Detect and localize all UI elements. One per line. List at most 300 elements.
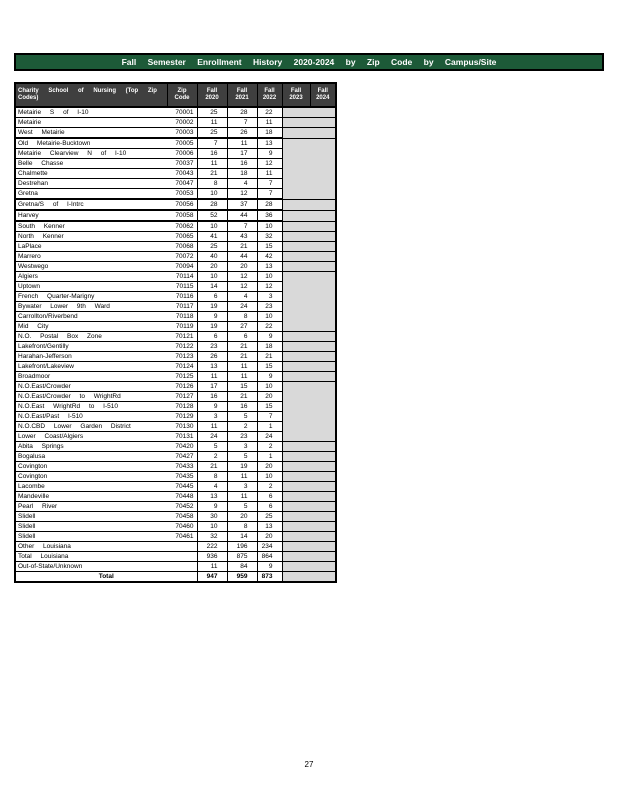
enrollment-value: 16 bbox=[227, 159, 257, 169]
zip-code: 70005 bbox=[167, 138, 197, 149]
enrollment-value: 12 bbox=[257, 159, 282, 169]
empty-future-cell bbox=[282, 159, 336, 169]
enrollment-value: 18 bbox=[257, 128, 282, 139]
enrollment-value: 5 bbox=[227, 452, 257, 462]
empty-future-cell bbox=[282, 189, 336, 200]
column-header-fall-2020: Fall 2020 bbox=[197, 83, 227, 107]
enrollment-value: 25 bbox=[197, 128, 227, 139]
area-label: Other Louisiana bbox=[15, 542, 167, 552]
enrollment-value: 7 bbox=[257, 189, 282, 200]
enrollment-value: 11 bbox=[197, 159, 227, 169]
empty-future-cell bbox=[282, 322, 336, 332]
enrollment-value: 10 bbox=[197, 189, 227, 200]
enrollment-value: 22 bbox=[257, 322, 282, 332]
area-label: Slidell bbox=[15, 532, 167, 542]
enrollment-value: 28 bbox=[227, 107, 257, 118]
enrollment-table bbox=[14, 82, 337, 583]
area-label: Metairie Clearview N of I-10 bbox=[15, 149, 167, 159]
area-label: Broadmoor bbox=[15, 372, 167, 382]
table-row bbox=[15, 372, 336, 382]
zip-code: 70116 bbox=[167, 292, 197, 302]
area-label: Pearl River bbox=[15, 502, 167, 512]
enrollment-value: 52 bbox=[197, 210, 227, 221]
table-row bbox=[15, 402, 336, 412]
enrollment-value: 4 bbox=[227, 179, 257, 189]
enrollment-value: 864 bbox=[257, 552, 282, 562]
area-label: Gretna/S of I-Intrc bbox=[15, 199, 167, 210]
enrollment-value: 11 bbox=[197, 372, 227, 382]
enrollment-value: 20 bbox=[197, 262, 227, 272]
enrollment-value: 8 bbox=[197, 179, 227, 189]
area-label: Covington bbox=[15, 462, 167, 472]
enrollment-value: 25 bbox=[257, 512, 282, 522]
enrollment-value: 5 bbox=[197, 442, 227, 452]
enrollment-value: 9 bbox=[197, 502, 227, 512]
enrollment-value: 7 bbox=[257, 412, 282, 422]
table-header bbox=[15, 83, 336, 107]
area-label: North Kenner bbox=[15, 232, 167, 242]
column-header-fall-2024: Fall 2024 bbox=[310, 83, 336, 107]
area-label: N.O. Postal Box Zone bbox=[15, 332, 167, 342]
enrollment-value: 22 bbox=[257, 107, 282, 118]
enrollment-value: 19 bbox=[227, 462, 257, 472]
table-row bbox=[15, 138, 336, 149]
zip-code: 70072 bbox=[167, 252, 197, 262]
enrollment-value: 44 bbox=[227, 210, 257, 221]
empty-future-cell bbox=[282, 552, 336, 562]
area-label: Metairie S of I-10 bbox=[15, 107, 167, 118]
area-label: Slidell bbox=[15, 522, 167, 532]
empty-future-cell bbox=[282, 179, 336, 189]
zip-code: 70094 bbox=[167, 262, 197, 272]
enrollment-value: 10 bbox=[197, 522, 227, 532]
table-row bbox=[15, 262, 336, 272]
enrollment-value: 26 bbox=[227, 128, 257, 139]
enrollment-value: 1 bbox=[257, 452, 282, 462]
empty-future-cell bbox=[282, 149, 336, 159]
enrollment-value: 8 bbox=[197, 472, 227, 482]
empty-future-cell bbox=[282, 107, 336, 118]
enrollment-value: 25 bbox=[197, 107, 227, 118]
enrollment-value: 84 bbox=[227, 562, 257, 572]
area-label: Bogalusa bbox=[15, 452, 167, 462]
enrollment-value: 16 bbox=[227, 402, 257, 412]
enrollment-value: 10 bbox=[197, 221, 227, 232]
enrollment-value: 196 bbox=[227, 542, 257, 552]
enrollment-value: 3 bbox=[227, 482, 257, 492]
enrollment-value: 23 bbox=[227, 432, 257, 442]
table-row bbox=[15, 472, 336, 482]
enrollment-value: 2 bbox=[227, 422, 257, 432]
table-row bbox=[15, 422, 336, 432]
table-row bbox=[15, 159, 336, 169]
enrollment-value: 18 bbox=[257, 342, 282, 352]
summary-row bbox=[15, 572, 336, 583]
enrollment-value: 2 bbox=[197, 452, 227, 462]
empty-future-cell bbox=[282, 502, 336, 512]
empty-future-cell bbox=[282, 312, 336, 322]
enrollment-value: 13 bbox=[257, 522, 282, 532]
zip-code: 70125 bbox=[167, 372, 197, 382]
enrollment-value: 9 bbox=[257, 372, 282, 382]
column-header-fall-2023: Fall 2023 bbox=[282, 83, 310, 107]
enrollment-value: 873 bbox=[257, 572, 282, 583]
enrollment-value: 21 bbox=[227, 342, 257, 352]
zip-code: 70002 bbox=[167, 118, 197, 128]
zip-code: 70114 bbox=[167, 272, 197, 282]
empty-future-cell bbox=[282, 282, 336, 292]
enrollment-value: 10 bbox=[257, 382, 282, 392]
table-row bbox=[15, 242, 336, 252]
zip-code bbox=[167, 542, 197, 552]
zip-code: 70128 bbox=[167, 402, 197, 412]
table-row bbox=[15, 432, 336, 442]
zip-code: 70058 bbox=[167, 210, 197, 221]
column-header-zip bbox=[167, 83, 197, 107]
empty-future-cell bbox=[282, 252, 336, 262]
page-number: 27 bbox=[304, 760, 314, 769]
table-row bbox=[15, 272, 336, 282]
zip-code: 70433 bbox=[167, 462, 197, 472]
area-label: N.O.East/Past I-510 bbox=[15, 412, 167, 422]
enrollment-value: 16 bbox=[197, 149, 227, 159]
table-row bbox=[15, 452, 336, 462]
zip-code: 70117 bbox=[167, 302, 197, 312]
zip-code: 70124 bbox=[167, 362, 197, 372]
table-row bbox=[15, 322, 336, 332]
enrollment-value: 6 bbox=[257, 502, 282, 512]
zip-code: 70119 bbox=[167, 322, 197, 332]
summary-row bbox=[15, 562, 336, 572]
area-label: Uptown bbox=[15, 282, 167, 292]
table-row bbox=[15, 352, 336, 362]
empty-future-cell bbox=[282, 472, 336, 482]
zip-code: 70445 bbox=[167, 482, 197, 492]
area-label: N.O.East/Crowder to WrightRd bbox=[15, 392, 167, 402]
enrollment-value: 11 bbox=[227, 472, 257, 482]
enrollment-value: 936 bbox=[197, 552, 227, 562]
enrollment-value: 17 bbox=[227, 149, 257, 159]
enrollment-value: 12 bbox=[227, 272, 257, 282]
enrollment-value: 10 bbox=[197, 272, 227, 282]
zip-code bbox=[167, 552, 197, 562]
enrollment-value: 20 bbox=[257, 532, 282, 542]
enrollment-value: 959 bbox=[227, 572, 257, 583]
empty-future-cell bbox=[282, 452, 336, 462]
total-label: Total bbox=[15, 572, 197, 583]
enrollment-value: 9 bbox=[197, 402, 227, 412]
zip-code: 70452 bbox=[167, 502, 197, 512]
zip-code: 70420 bbox=[167, 442, 197, 452]
zip-code: 70001 bbox=[167, 107, 197, 118]
zip-code: 70461 bbox=[167, 532, 197, 542]
zip-code: 70121 bbox=[167, 332, 197, 342]
table-row bbox=[15, 252, 336, 262]
enrollment-value: 25 bbox=[197, 242, 227, 252]
empty-future-cell bbox=[282, 372, 336, 382]
summary-row bbox=[15, 552, 336, 562]
enrollment-value: 37 bbox=[227, 199, 257, 210]
enrollment-value: 9 bbox=[257, 562, 282, 572]
empty-future-cell bbox=[282, 292, 336, 302]
enrollment-value: 21 bbox=[197, 462, 227, 472]
table-row bbox=[15, 118, 336, 128]
table-row bbox=[15, 292, 336, 302]
empty-future-cell bbox=[282, 128, 336, 139]
table-row bbox=[15, 107, 336, 118]
enrollment-value: 13 bbox=[197, 492, 227, 502]
enrollment-value: 14 bbox=[227, 532, 257, 542]
enrollment-value: 21 bbox=[227, 242, 257, 252]
zip-code: 70129 bbox=[167, 412, 197, 422]
zip-code: 70118 bbox=[167, 312, 197, 322]
enrollment-value: 2 bbox=[257, 442, 282, 452]
zip-code: 70460 bbox=[167, 522, 197, 532]
empty-future-cell bbox=[282, 572, 336, 583]
table-row bbox=[15, 189, 336, 200]
zip-code: 70065 bbox=[167, 232, 197, 242]
zip-code: 70003 bbox=[167, 128, 197, 139]
enrollment-value: 7 bbox=[227, 118, 257, 128]
enrollment-value: 9 bbox=[197, 312, 227, 322]
table-row bbox=[15, 332, 336, 342]
enrollment-value: 11 bbox=[227, 362, 257, 372]
empty-future-cell bbox=[282, 362, 336, 372]
enrollment-value: 27 bbox=[227, 322, 257, 332]
zip-code: 70037 bbox=[167, 159, 197, 169]
area-label: Marrero bbox=[15, 252, 167, 262]
enrollment-value: 40 bbox=[197, 252, 227, 262]
table-body bbox=[15, 107, 336, 582]
table-row bbox=[15, 392, 336, 402]
empty-future-cell bbox=[282, 138, 336, 149]
enrollment-value: 20 bbox=[227, 512, 257, 522]
enrollment-value: 10 bbox=[257, 272, 282, 282]
enrollment-value: 42 bbox=[257, 252, 282, 262]
enrollment-value: 12 bbox=[227, 189, 257, 200]
empty-future-cell bbox=[282, 210, 336, 221]
enrollment-value: 12 bbox=[257, 282, 282, 292]
enrollment-value: 32 bbox=[197, 532, 227, 542]
enrollment-value: 21 bbox=[197, 169, 227, 179]
table-row bbox=[15, 312, 336, 322]
enrollment-value: 4 bbox=[227, 292, 257, 302]
empty-future-cell bbox=[282, 242, 336, 252]
enrollment-value: 13 bbox=[257, 138, 282, 149]
enrollment-value: 222 bbox=[197, 542, 227, 552]
empty-future-cell bbox=[282, 542, 336, 552]
enrollment-value: 11 bbox=[227, 138, 257, 149]
enrollment-value: 4 bbox=[197, 482, 227, 492]
enrollment-value: 11 bbox=[227, 372, 257, 382]
table-row bbox=[15, 128, 336, 139]
zip-code: 70427 bbox=[167, 452, 197, 462]
zip-code: 70435 bbox=[167, 472, 197, 482]
empty-future-cell bbox=[282, 332, 336, 342]
enrollment-value: 24 bbox=[197, 432, 227, 442]
enrollment-value: 16 bbox=[197, 392, 227, 402]
area-label: N.O.East WrightRd to I-510 bbox=[15, 402, 167, 412]
zip-code: 70006 bbox=[167, 149, 197, 159]
enrollment-value: 8 bbox=[227, 522, 257, 532]
area-label: Slidell bbox=[15, 512, 167, 522]
zip-header-line2: Code bbox=[174, 95, 190, 101]
enrollment-value: 43 bbox=[227, 232, 257, 242]
enrollment-value: 32 bbox=[257, 232, 282, 242]
zip-code: 70115 bbox=[167, 282, 197, 292]
enrollment-value: 24 bbox=[227, 302, 257, 312]
zip-code: 70131 bbox=[167, 432, 197, 442]
enrollment-value: 19 bbox=[197, 322, 227, 332]
area-label: Carrollton/Riverbend bbox=[15, 312, 167, 322]
enrollment-value: 9 bbox=[257, 149, 282, 159]
enrollment-value: 6 bbox=[197, 292, 227, 302]
area-label: Lacombe bbox=[15, 482, 167, 492]
enrollment-value: 21 bbox=[227, 352, 257, 362]
zip-code: 70122 bbox=[167, 342, 197, 352]
empty-future-cell bbox=[282, 352, 336, 362]
zip-code: 70448 bbox=[167, 492, 197, 502]
report-title: Fall Semester Enrollment History 2020-2024 by Zip Code by Campus/Site bbox=[121, 57, 497, 67]
zip-header-line1: Zip bbox=[177, 88, 187, 94]
area-label: Destrehan bbox=[15, 179, 167, 189]
enrollment-value: 28 bbox=[197, 199, 227, 210]
area-label: Chalmette bbox=[15, 169, 167, 179]
enrollment-value: 875 bbox=[227, 552, 257, 562]
empty-future-cell bbox=[282, 432, 336, 442]
area-label: Metairie bbox=[15, 118, 167, 128]
enrollment-value: 11 bbox=[227, 492, 257, 502]
enrollment-value: 3 bbox=[257, 292, 282, 302]
enrollment-value: 15 bbox=[257, 242, 282, 252]
enrollment-value: 24 bbox=[257, 432, 282, 442]
zip-code: 70126 bbox=[167, 382, 197, 392]
empty-future-cell bbox=[282, 492, 336, 502]
enrollment-value: 23 bbox=[197, 342, 227, 352]
table-row bbox=[15, 169, 336, 179]
enrollment-value: 13 bbox=[197, 362, 227, 372]
enrollment-value: 947 bbox=[197, 572, 227, 583]
empty-future-cell bbox=[282, 118, 336, 128]
table-row bbox=[15, 442, 336, 452]
enrollment-value: 6 bbox=[227, 332, 257, 342]
area-label: Abita Springs bbox=[15, 442, 167, 452]
zip-code: 70130 bbox=[167, 422, 197, 432]
area-label: Old Metairie-Bucktown bbox=[15, 138, 167, 149]
empty-future-cell bbox=[282, 392, 336, 402]
table-row bbox=[15, 522, 336, 532]
enrollment-value: 17 bbox=[197, 382, 227, 392]
zip-code: 70043 bbox=[167, 169, 197, 179]
enrollment-value: 10 bbox=[257, 221, 282, 232]
table-row bbox=[15, 179, 336, 189]
table-row bbox=[15, 210, 336, 221]
zip-code: 70053 bbox=[167, 189, 197, 200]
enrollment-value: 11 bbox=[197, 422, 227, 432]
header-row bbox=[15, 83, 336, 107]
area-label: N.O.East/Crowder bbox=[15, 382, 167, 392]
zip-code: 70068 bbox=[167, 242, 197, 252]
empty-future-cell bbox=[282, 382, 336, 392]
enrollment-value: 21 bbox=[227, 392, 257, 402]
enrollment-value: 21 bbox=[257, 352, 282, 362]
enrollment-value: 20 bbox=[227, 262, 257, 272]
area-label: Lakefront/Gentilly bbox=[15, 342, 167, 352]
enrollment-value: 11 bbox=[197, 562, 227, 572]
area-label: Lower Coast/Algiers bbox=[15, 432, 167, 442]
enrollment-value: 15 bbox=[257, 402, 282, 412]
enrollment-value: 11 bbox=[257, 118, 282, 128]
empty-future-cell bbox=[282, 402, 336, 412]
area-label: Out-of-State/Unknown bbox=[15, 562, 167, 572]
area-label: Lakefront/Lakeview bbox=[15, 362, 167, 372]
zip-code bbox=[167, 562, 197, 572]
table-row bbox=[15, 492, 336, 502]
area-label: Mid City bbox=[15, 322, 167, 332]
table-row bbox=[15, 362, 336, 372]
empty-future-cell bbox=[282, 442, 336, 452]
enrollment-value: 5 bbox=[227, 502, 257, 512]
empty-future-cell bbox=[282, 262, 336, 272]
enrollment-value: 9 bbox=[257, 332, 282, 342]
zip-code: 70047 bbox=[167, 179, 197, 189]
area-label: Gretna bbox=[15, 189, 167, 200]
empty-future-cell bbox=[282, 532, 336, 542]
enrollment-value: 12 bbox=[227, 282, 257, 292]
table-row bbox=[15, 502, 336, 512]
enrollment-value: 36 bbox=[257, 210, 282, 221]
area-label: LaPlace bbox=[15, 242, 167, 252]
enrollment-value: 26 bbox=[197, 352, 227, 362]
empty-future-cell bbox=[282, 221, 336, 232]
column-header-area: Charity School of Nursing (Top Zip Codes) bbox=[15, 83, 167, 107]
report-title-bar bbox=[14, 53, 604, 71]
zip-code: 70123 bbox=[167, 352, 197, 362]
empty-future-cell bbox=[282, 232, 336, 242]
table-row bbox=[15, 149, 336, 159]
enrollment-value: 7 bbox=[197, 138, 227, 149]
zip-code: 70062 bbox=[167, 221, 197, 232]
empty-future-cell bbox=[282, 342, 336, 352]
area-label: Harahan-Jefferson bbox=[15, 352, 167, 362]
empty-future-cell bbox=[282, 462, 336, 472]
empty-future-cell bbox=[282, 412, 336, 422]
area-label: Belle Chasse bbox=[15, 159, 167, 169]
enrollment-value: 44 bbox=[227, 252, 257, 262]
enrollment-value: 5 bbox=[227, 412, 257, 422]
enrollment-value: 8 bbox=[227, 312, 257, 322]
enrollment-value: 41 bbox=[197, 232, 227, 242]
enrollment-value: 2 bbox=[257, 482, 282, 492]
enrollment-value: 1 bbox=[257, 422, 282, 432]
empty-future-cell bbox=[282, 422, 336, 432]
enrollment-value: 3 bbox=[197, 412, 227, 422]
enrollment-value: 234 bbox=[257, 542, 282, 552]
table-row bbox=[15, 342, 336, 352]
empty-future-cell bbox=[282, 169, 336, 179]
zip-code: 70127 bbox=[167, 392, 197, 402]
area-label: N.O.CBD Lower Garden District bbox=[15, 422, 167, 432]
enrollment-value: 10 bbox=[257, 312, 282, 322]
enrollment-value: 15 bbox=[227, 382, 257, 392]
area-label: Westwego bbox=[15, 262, 167, 272]
empty-future-cell bbox=[282, 272, 336, 282]
enrollment-value: 30 bbox=[197, 512, 227, 522]
column-header-fall-2021: Fall 2021 bbox=[227, 83, 257, 107]
empty-future-cell bbox=[282, 522, 336, 532]
area-label: Mandeville bbox=[15, 492, 167, 502]
enrollment-value: 6 bbox=[257, 492, 282, 502]
